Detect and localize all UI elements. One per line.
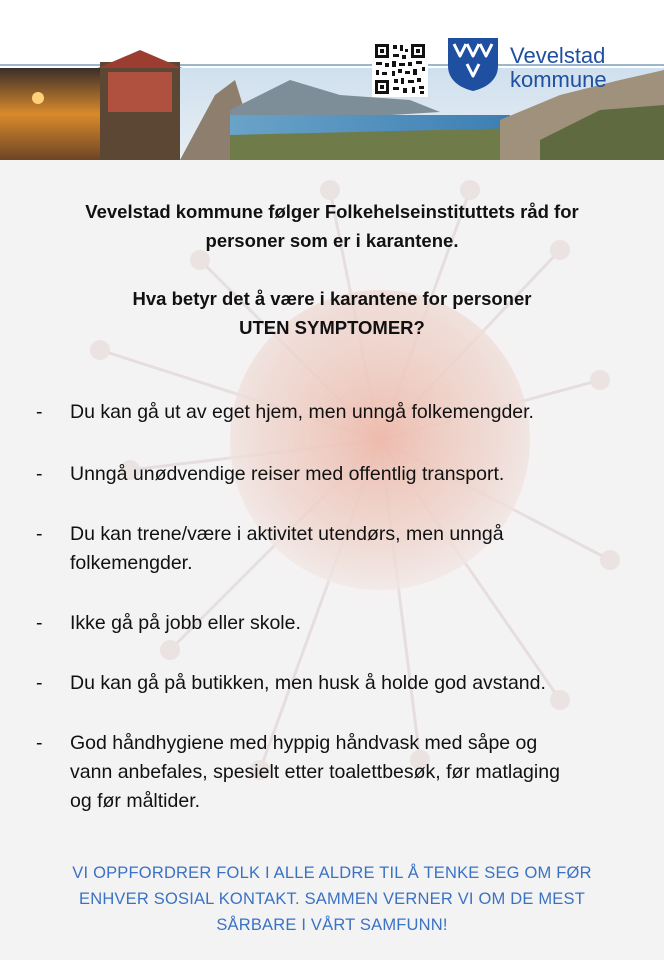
header-banner: [0, 0, 664, 160]
list-item: [36, 609, 301, 638]
bullet-dash: -: [36, 732, 43, 754]
list-item: [36, 729, 560, 816]
list-item-text: folkemengder.: [70, 552, 193, 574]
list-item-text: Unngå unødvendige reiser med offentlig transport.: [70, 463, 505, 485]
question-line1: Hva betyr det å være i karantene for personer: [132, 288, 532, 309]
list-item: [36, 460, 504, 489]
list-item: [36, 669, 546, 698]
footer-line2: ENHVER SOSIAL KONTAKT. SAMMEN VERNER VI OM DE MEST: [79, 890, 585, 908]
intro-line2: personer som er i karantene.: [205, 230, 459, 251]
list-item-text: og før måltider.: [70, 790, 201, 812]
list-item: [36, 520, 504, 578]
bullet-dash: -: [36, 401, 43, 423]
intro-line1: Vevelstad kommune følger Folkehelseinstituttets råd for: [85, 201, 579, 222]
municipality-logo-text: [510, 44, 607, 92]
bullet-dash: -: [36, 672, 43, 694]
list-item-text: vann anbefales, spesielt etter toalettbesøk, før matlaging: [70, 761, 560, 783]
list-item: [36, 398, 534, 427]
logo-line2: kommune: [510, 67, 607, 92]
footer-line3: SÅRBARE I VÅRT SAMFUNN!: [216, 916, 448, 934]
list-item-text: God håndhygiene med hyppig håndvask med såpe og: [70, 732, 538, 754]
bullet-dash: -: [36, 612, 43, 634]
qr-code-icon[interactable]: [372, 41, 428, 97]
question-heading: [0, 284, 664, 342]
footer-line1: VI OPPFORDRER FOLK I ALLE ALDRE TIL Å TENKE SEG OM FØR: [72, 864, 592, 882]
list-item-text: Ikke gå på jobb eller skole.: [70, 612, 301, 634]
coat-of-arms-icon: [446, 36, 500, 92]
list-item-text: Du kan gå ut av eget hjem, men unngå folkemengder.: [70, 401, 534, 423]
bullet-dash: -: [36, 463, 43, 485]
question-line2: UTEN SYMPTOMER?: [239, 317, 425, 338]
footer-appeal: [0, 860, 664, 938]
logo-line1: Vevelstad: [510, 43, 606, 68]
list-item-text: Du kan gå på butikken, men husk å holde god avstand.: [70, 672, 546, 694]
intro-heading: [0, 197, 664, 255]
bullet-dash: -: [36, 523, 43, 545]
list-item-text: Du kan trene/være i aktivitet utendørs, men unngå: [70, 523, 504, 545]
